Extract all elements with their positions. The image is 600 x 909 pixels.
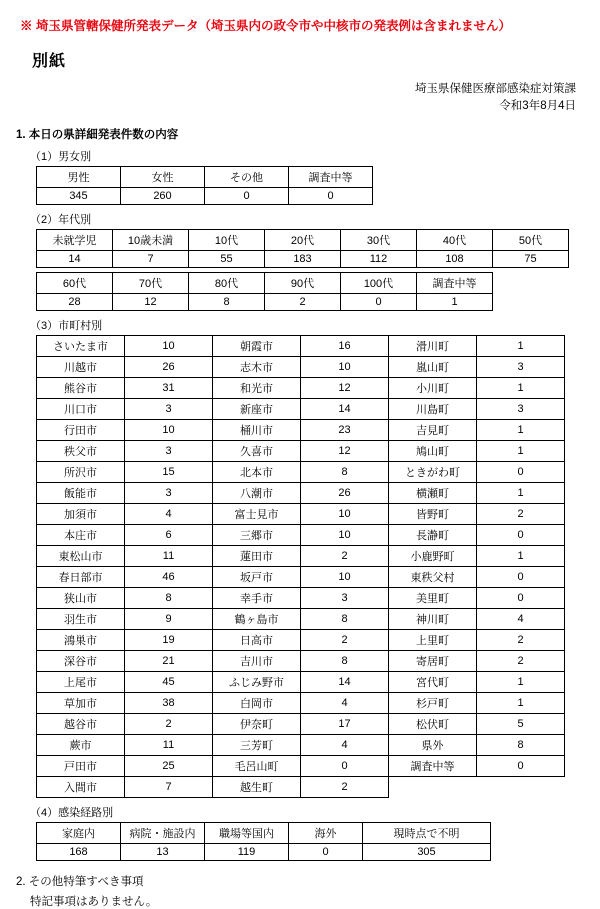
city-name-cell: 神川町 [389,608,477,629]
table-row [37,166,373,187]
table-row [37,356,565,377]
city-name-cell: 朝霞市 [213,335,301,356]
city-name-cell: 行田市 [37,419,125,440]
city-count-cell: 1 [477,692,565,713]
city-count-cell: 26 [125,356,213,377]
city-count-cell: 7 [125,776,213,797]
city-name-cell: ふじみ野市 [213,671,301,692]
city-name-cell: 熊谷市 [37,377,125,398]
age-table-part1 [36,229,569,268]
table-cell: 0 [341,293,417,310]
city-count-cell: 3 [477,356,565,377]
table-row [37,692,565,713]
city-name-cell: 蕨市 [37,734,125,755]
table-row [37,229,569,250]
city-name-cell: 志木市 [213,356,301,377]
city-name-cell: 越谷市 [37,713,125,734]
section-2-body: 特記事項はありません。 [30,895,158,908]
city-count-cell: 3 [125,482,213,503]
city-name-cell: 三郷市 [213,524,301,545]
city-count-cell: 2 [301,545,389,566]
city-count-cell: 0 [477,755,565,776]
city-count-cell: 10 [125,335,213,356]
table-header-cell: 60代 [37,272,113,293]
issuer-block [14,81,586,116]
city-name-cell: 嵐山町 [389,356,477,377]
table-cell: 55 [189,250,265,267]
table-cell: 305 [363,843,491,860]
gender-table [36,166,373,205]
table-row [37,671,565,692]
city-count-cell: 4 [477,608,565,629]
city-name-cell: 上尾市 [37,671,125,692]
city-count-cell: 10 [301,356,389,377]
city-count-cell: 8 [477,734,565,755]
city-count-cell: 0 [477,461,565,482]
city-count-cell: 21 [125,650,213,671]
city-count-cell: 2 [477,650,565,671]
city-name-cell [389,776,477,797]
city-name-cell: 春日部市 [37,566,125,587]
table-header-cell: 40代 [417,229,493,250]
city-count-cell: 31 [125,377,213,398]
city-name-cell: 寄居町 [389,650,477,671]
city-name-cell: 鳩山町 [389,440,477,461]
city-count-cell: 38 [125,692,213,713]
age-table-label: （2）年代別 [30,213,92,226]
city-count-cell: 12 [301,440,389,461]
section-2-heading: 2. その他特筆すべき事項 [16,875,144,888]
city-count-cell: 3 [301,587,389,608]
table-cell: 260 [121,187,205,204]
city-count-cell: 16 [301,335,389,356]
table-cell: 12 [113,293,189,310]
table-header-cell: 10歳未満 [113,229,189,250]
city-name-cell: 秩父市 [37,440,125,461]
city-name-cell: 新座市 [213,398,301,419]
table-row [37,587,565,608]
city-count-cell: 1 [477,671,565,692]
city-count-cell [477,776,565,797]
city-name-cell: 久喜市 [213,440,301,461]
city-count-cell: 10 [301,524,389,545]
city-name-cell: 所沢市 [37,461,125,482]
city-count-cell: 4 [301,692,389,713]
table-header-cell: 調査中等 [417,272,493,293]
city-count-cell: 46 [125,566,213,587]
city-count-cell: 6 [125,524,213,545]
table-header-cell: 病院・施設内 [121,822,205,843]
city-name-cell: 宮代町 [389,671,477,692]
table-row [37,377,565,398]
city-name-cell: 蓮田市 [213,545,301,566]
section-1-heading: 1. 本日の県詳細発表件数の内容 [16,128,179,141]
city-name-cell: 三芳町 [213,734,301,755]
table-cell: 0 [205,187,289,204]
table-row [37,650,565,671]
city-count-cell: 1 [477,419,565,440]
table-header-cell: 50代 [493,229,569,250]
city-name-cell: 吉川市 [213,650,301,671]
city-name-cell: 越生町 [213,776,301,797]
table-cell: 2 [265,293,341,310]
table-header-cell: 70代 [113,272,189,293]
city-name-cell: 草加市 [37,692,125,713]
table-header-cell: 男性 [37,166,121,187]
table-header-cell: 未就学児 [37,229,113,250]
table-row [37,608,565,629]
table-row [37,843,491,860]
table-header-cell: 30代 [341,229,417,250]
table-header-cell: 80代 [189,272,265,293]
city-count-cell: 2 [477,629,565,650]
table-cell: 0 [289,187,373,204]
table-row [37,293,493,310]
table-header-cell: 海外 [289,822,363,843]
city-count-cell: 12 [301,377,389,398]
city-name-cell: 和光市 [213,377,301,398]
city-name-cell: 滑川町 [389,335,477,356]
table-header-cell: 10代 [189,229,265,250]
city-count-cell: 0 [477,587,565,608]
table-row [37,440,565,461]
city-count-cell: 4 [125,503,213,524]
city-count-cell: 0 [477,566,565,587]
city-count-cell: 2 [301,629,389,650]
city-count-cell: 17 [301,713,389,734]
route-table-label: （4）感染経路別 [30,806,114,819]
city-name-cell: 八潮市 [213,482,301,503]
table-row [37,503,565,524]
table-cell: 108 [417,250,493,267]
table-cell: 75 [493,250,569,267]
city-name-cell: 桶川市 [213,419,301,440]
city-count-cell: 1 [477,482,565,503]
city-name-cell: 加須市 [37,503,125,524]
city-name-cell: 杉戸町 [389,692,477,713]
city-count-cell: 2 [125,713,213,734]
table-cell: 14 [37,250,113,267]
city-count-cell: 25 [125,755,213,776]
city-count-cell: 2 [477,503,565,524]
table-cell: 112 [341,250,417,267]
city-name-cell: さいたま市 [37,335,125,356]
city-count-cell: 2 [301,776,389,797]
table-header-cell: その他 [205,166,289,187]
table-row [37,734,565,755]
table-row [37,566,565,587]
gender-table-label: （1）男女別 [30,150,92,163]
city-count-cell: 8 [301,461,389,482]
city-name-cell: 県外 [389,734,477,755]
table-row [37,776,565,797]
city-name-cell: 幸手市 [213,587,301,608]
city-count-cell: 0 [477,524,565,545]
city-name-cell: 富士見市 [213,503,301,524]
city-name-cell: 東松山市 [37,545,125,566]
table-header-cell: 100代 [341,272,417,293]
table-cell: 345 [37,187,121,204]
table-row [37,187,373,204]
table-cell: 8 [189,293,265,310]
city-count-cell: 10 [301,566,389,587]
city-count-cell: 8 [301,650,389,671]
city-name-cell: 狭山市 [37,587,125,608]
city-name-cell: 戸田市 [37,755,125,776]
table-row [37,713,565,734]
city-count-cell: 1 [477,545,565,566]
city-name-cell: 坂戸市 [213,566,301,587]
city-name-cell: 松伏町 [389,713,477,734]
city-name-cell: 小鹿野町 [389,545,477,566]
city-name-cell: 羽生市 [37,608,125,629]
infection-route-table [36,822,491,861]
city-name-cell: 飯能市 [37,482,125,503]
city-count-cell: 10 [301,503,389,524]
city-name-cell: 吉見町 [389,419,477,440]
city-name-cell: 鴻巣市 [37,629,125,650]
city-name-cell: 白岡市 [213,692,301,713]
city-name-cell: 川島町 [389,398,477,419]
city-count-cell: 14 [301,398,389,419]
table-row [37,822,491,843]
city-name-cell: 深谷市 [37,650,125,671]
table-cell: 183 [265,250,341,267]
city-name-cell: 入間市 [37,776,125,797]
city-count-cell: 1 [477,377,565,398]
city-count-cell: 1 [477,335,565,356]
city-name-cell: 鶴ヶ島市 [213,608,301,629]
city-count-cell: 3 [125,440,213,461]
city-table [36,335,565,798]
table-cell: 7 [113,250,189,267]
notice-text: ※ 埼玉県管轄保健所発表データ（埼玉県内の政令市や中核市の発表例は含まれません） [20,19,511,33]
city-count-cell: 26 [301,482,389,503]
city-name-cell: 川口市 [37,398,125,419]
city-count-cell: 19 [125,629,213,650]
table-header-cell: 女性 [121,166,205,187]
city-name-cell: 小川町 [389,377,477,398]
table-cell: 1 [417,293,493,310]
city-name-cell: 毛呂山町 [213,755,301,776]
city-name-cell: 美里町 [389,587,477,608]
table-row [37,250,569,267]
city-name-cell: 川越市 [37,356,125,377]
table-row [37,755,565,776]
city-count-cell: 14 [301,671,389,692]
city-name-cell: 伊奈町 [213,713,301,734]
city-count-cell: 0 [301,755,389,776]
table-header-cell: 20代 [265,229,341,250]
table-row [37,398,565,419]
table-row [37,524,565,545]
table-cell: 28 [37,293,113,310]
city-name-cell: 東秩父村 [389,566,477,587]
table-row [37,419,565,440]
city-count-cell: 11 [125,545,213,566]
table-row [37,629,565,650]
city-count-cell: 8 [301,608,389,629]
city-name-cell: 長瀞町 [389,524,477,545]
table-row [37,545,565,566]
age-table-part2 [36,272,493,311]
table-cell: 13 [121,843,205,860]
table-cell: 0 [289,843,363,860]
city-count-cell: 4 [301,734,389,755]
table-header-cell: 職場等国内 [205,822,289,843]
city-name-cell: 本庄市 [37,524,125,545]
city-name-cell: 皆野町 [389,503,477,524]
table-cell: 119 [205,843,289,860]
city-count-cell: 10 [125,419,213,440]
table-header-cell: 90代 [265,272,341,293]
city-count-cell: 45 [125,671,213,692]
issuer-date: 令和3年8月4日 [499,100,576,113]
city-name-cell: 日高市 [213,629,301,650]
table-header-cell: 現時点で不明 [363,822,491,843]
table-header-cell: 調査中等 [289,166,373,187]
city-count-cell: 3 [477,398,565,419]
city-name-cell: ときがわ町 [389,461,477,482]
table-cell: 168 [37,843,121,860]
issuer-org: 埼玉県保健医療部感染症対策課 [415,83,576,95]
city-name-cell: 北本市 [213,461,301,482]
city-name-cell: 上里町 [389,629,477,650]
city-name-cell: 調査中等 [389,755,477,776]
city-count-cell: 1 [477,440,565,461]
city-count-cell: 5 [477,713,565,734]
city-count-cell: 15 [125,461,213,482]
page-title: 別紙 [32,53,67,70]
table-row [37,272,493,293]
city-count-cell: 23 [301,419,389,440]
table-header-cell: 家庭内 [37,822,121,843]
city-count-cell: 3 [125,398,213,419]
table-row [37,335,565,356]
table-row [37,482,565,503]
city-count-cell: 11 [125,734,213,755]
city-count-cell: 8 [125,587,213,608]
city-count-cell: 9 [125,608,213,629]
city-table-label: （3）市町村別 [30,319,103,332]
city-name-cell: 横瀬町 [389,482,477,503]
table-row [37,461,565,482]
